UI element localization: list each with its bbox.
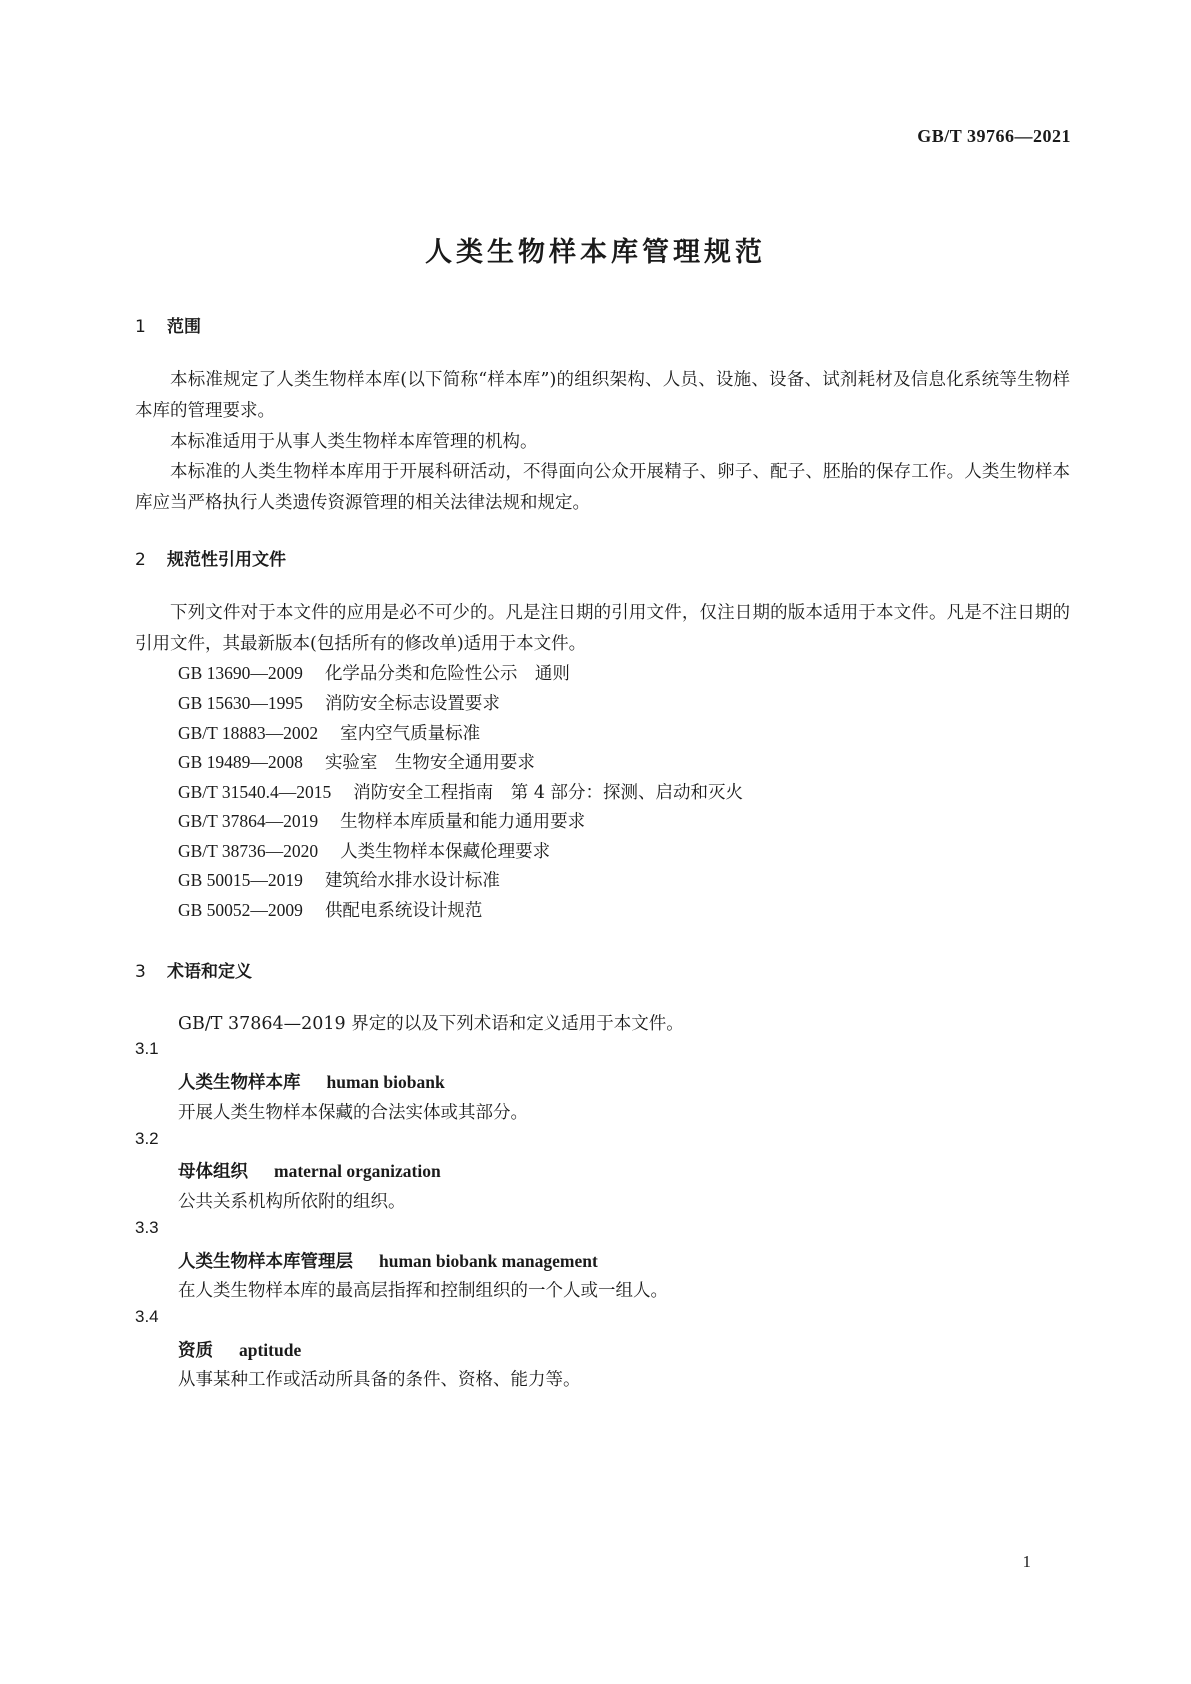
- reference-title: 建筑给水排水设计标准: [324, 871, 500, 891]
- term-name-en: human biobank management: [379, 1251, 598, 1271]
- reference-code: GB/T 31540.4—2015: [178, 782, 332, 802]
- term-number: 3.3: [135, 1218, 159, 1237]
- term-definition: 在人类生物样本库的最高层指挥和控制组织的一个人或一组人。: [178, 1281, 668, 1301]
- term-number: 3.2: [135, 1129, 159, 1148]
- reference-code: GB/T 38736—2020: [178, 841, 319, 861]
- reference-title: 供配电系统设计规范: [324, 901, 483, 921]
- term-name-zh: 资质: [178, 1341, 213, 1361]
- section-2-heading: [135, 545, 286, 570]
- reference-code: GB 19489—2008: [178, 752, 303, 772]
- section-1-paragraph-2: 本标准适用于从事人类生物样本库管理的机构。: [170, 432, 538, 452]
- reference-code: GB/T 37864—2019: [178, 811, 319, 831]
- normative-reference: [178, 690, 500, 715]
- reference-code: GB 13690—2009: [178, 663, 303, 683]
- document-title: 人类生物样本库管理规范: [425, 237, 766, 268]
- section-number: 1: [135, 317, 146, 337]
- section-3-intro: GB/T 37864—2019 界定的以及下列术语和定义适用于本文件。: [178, 1014, 684, 1034]
- section-title: 规范性引用文件: [167, 550, 286, 570]
- reference-code: GB 50015—2019: [178, 870, 303, 890]
- section-3-heading: [135, 957, 252, 982]
- term-name: [178, 1158, 441, 1183]
- term-name-zh: 人类生物样本库: [178, 1073, 301, 1093]
- standard-code: GB/T 39766—2021: [917, 126, 1071, 146]
- term-name: [178, 1069, 445, 1094]
- reference-code: GB 50052—2009: [178, 900, 303, 920]
- term-name-en: maternal organization: [274, 1161, 441, 1181]
- term-definition: 开展人类生物样本保藏的合法实体或其部分。: [178, 1103, 528, 1123]
- term-number: 3.1: [135, 1039, 159, 1058]
- section-title: 术语和定义: [167, 962, 252, 982]
- reference-title: 化学品分类和危险性公示 通则: [324, 664, 570, 684]
- term-name-en: human biobank: [326, 1072, 445, 1092]
- normative-reference: [178, 838, 550, 863]
- normative-reference: [178, 660, 570, 685]
- section-1-heading: [135, 312, 201, 337]
- normative-reference: [178, 867, 500, 892]
- term-name-zh: 母体组织: [178, 1162, 248, 1182]
- term-name: [178, 1248, 598, 1273]
- normative-reference: [178, 897, 482, 922]
- section-title: 范围: [167, 317, 201, 337]
- section-1-paragraph-3: 本标准的人类生物样本库用于开展科研活动，不得面向公众开展精子、卵子、配子、胚胎的保存工作。人类生物样本库应当严格执行人类遗传资源管理的相关法律法规和规定。: [135, 462, 1070, 513]
- term-name: [178, 1337, 301, 1362]
- term-definition: 从事某种工作或活动所具备的条件、资格、能力等。: [178, 1370, 581, 1390]
- reference-title: 实验室 生物安全通用要求: [324, 753, 535, 773]
- section-2-intro: 下列文件对于本文件的应用是必不可少的。凡是注日期的引用文件，仅注日期的版本适用于本文件。凡是不注日期的引用文件，其最新版本(包括所有的修改单)适用于本文件。: [135, 603, 1070, 654]
- reference-code: GB 15630—1995: [178, 693, 303, 713]
- section-number: 2: [135, 550, 146, 570]
- section-number: 3: [135, 962, 146, 982]
- normative-reference: [178, 779, 743, 804]
- normative-reference: [178, 749, 535, 774]
- reference-title: 人类生物样本保藏伦理要求: [340, 842, 551, 862]
- normative-reference: [178, 808, 585, 833]
- reference-title: 消防安全标志设置要求: [324, 694, 500, 714]
- term-definition: 公共关系机构所依附的组织。: [178, 1192, 406, 1212]
- term-number: 3.4: [135, 1307, 159, 1326]
- term-name-en: aptitude: [239, 1340, 302, 1360]
- reference-title: 消防安全工程指南 第 4 部分：探测、启动和灭火: [353, 783, 744, 803]
- reference-code: GB/T 18883—2002: [178, 723, 319, 743]
- term-name-zh: 人类生物样本库管理层: [178, 1252, 353, 1272]
- reference-title: 室内空气质量标准: [340, 724, 481, 744]
- page-number: 1: [1022, 1552, 1031, 1571]
- section-1-paragraph-1: 本标准规定了人类生物样本库(以下简称“样本库”)的组织架构、人员、设施、设备、试剂耗材及信息化系统等生物样本库的管理要求。: [135, 370, 1070, 421]
- normative-reference: [178, 720, 480, 745]
- reference-title: 生物样本库质量和能力通用要求: [340, 812, 586, 832]
